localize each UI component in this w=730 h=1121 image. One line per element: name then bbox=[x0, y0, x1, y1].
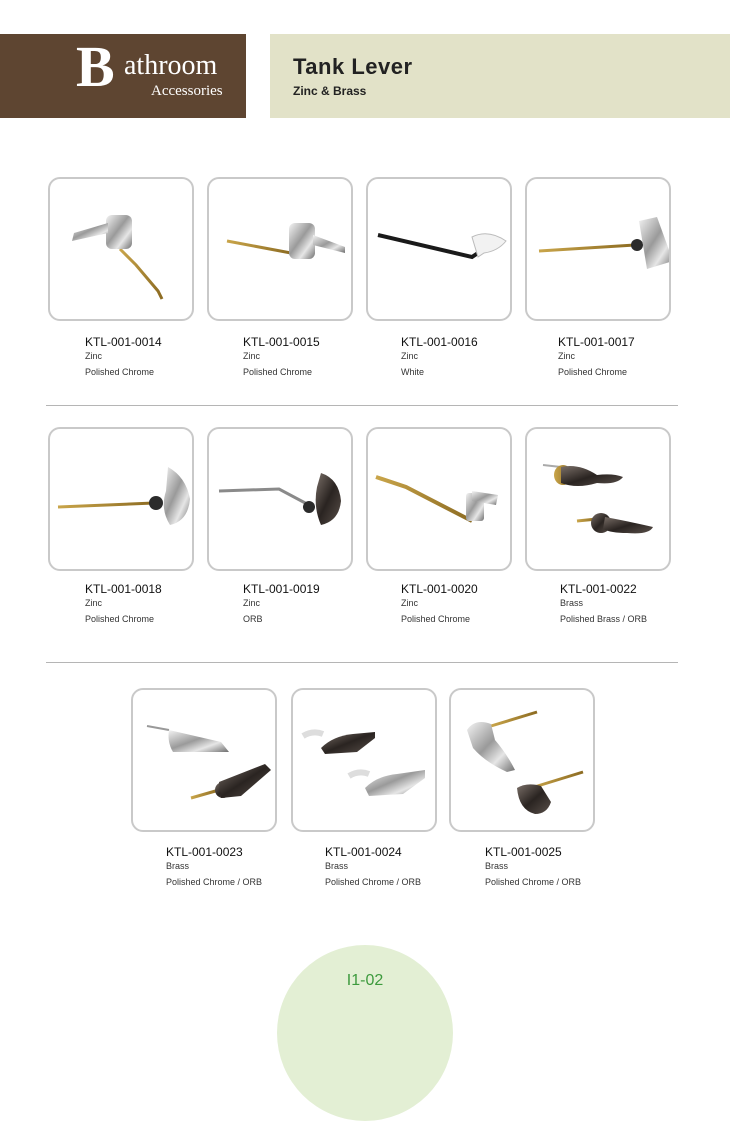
product-code: KTL-001-0023 bbox=[166, 845, 243, 859]
product-code: KTL-001-0017 bbox=[558, 335, 635, 349]
product-card-0018[interactable] bbox=[48, 427, 194, 571]
chrome-lever-icon bbox=[527, 179, 669, 319]
product-code: KTL-001-0019 bbox=[243, 582, 320, 596]
product-finish: Polished Chrome bbox=[85, 367, 155, 377]
product-material: Brass bbox=[325, 861, 349, 871]
product-finish: Polished Brass / ORB bbox=[560, 614, 648, 624]
product-card-0019[interactable] bbox=[207, 427, 353, 571]
product-code: KTL-001-0018 bbox=[85, 582, 162, 596]
caption-0023 bbox=[166, 845, 316, 888]
product-material: Zinc bbox=[85, 351, 103, 361]
caption-0014 bbox=[85, 335, 235, 378]
product-material: Zinc bbox=[243, 598, 261, 608]
product-finish: White bbox=[401, 367, 425, 377]
product-card-0016[interactable] bbox=[366, 177, 512, 321]
chrome-lever-icon bbox=[368, 429, 510, 569]
page-title: Tank Lever bbox=[293, 54, 413, 79]
caption-0024 bbox=[325, 845, 475, 888]
product-code: KTL-001-0015 bbox=[243, 335, 320, 349]
product-card-0015[interactable] bbox=[207, 177, 353, 321]
product-code: KTL-001-0024 bbox=[325, 845, 402, 859]
product-finish: Polished Chrome / ORB bbox=[166, 877, 263, 887]
product-card-0024[interactable] bbox=[291, 688, 437, 832]
product-material: Zinc bbox=[401, 598, 419, 608]
product-finish: Polished Chrome bbox=[243, 367, 313, 377]
product-code: KTL-001-0025 bbox=[485, 845, 562, 859]
product-code: KTL-001-0022 bbox=[560, 582, 637, 596]
brand-word: athroom bbox=[124, 50, 218, 81]
product-material: Zinc bbox=[558, 351, 576, 361]
chrome-orb-lever-icon bbox=[451, 690, 593, 830]
caption-0019 bbox=[243, 582, 393, 625]
product-card-0023[interactable] bbox=[131, 688, 277, 832]
product-card-0014[interactable] bbox=[48, 177, 194, 321]
product-finish: Polished Chrome bbox=[85, 614, 155, 624]
chrome-lever-icon bbox=[209, 179, 351, 319]
product-material: Zinc bbox=[243, 351, 261, 361]
product-card-0025[interactable] bbox=[449, 688, 595, 832]
brand-initial: B bbox=[76, 34, 115, 99]
row-divider bbox=[46, 405, 678, 406]
orb-lever-icon bbox=[209, 429, 351, 569]
product-material: Zinc bbox=[85, 598, 103, 608]
brand-logo bbox=[0, 34, 246, 118]
chrome-lever-icon bbox=[50, 429, 192, 569]
caption-0017 bbox=[558, 335, 708, 378]
brass-orb-lever-icon bbox=[527, 429, 669, 569]
product-code: KTL-001-0016 bbox=[401, 335, 478, 349]
product-card-0020[interactable] bbox=[366, 427, 512, 571]
brand-sub: Accessories bbox=[151, 83, 223, 99]
chrome-orb-lever-icon bbox=[133, 690, 275, 830]
chrome-lever-icon bbox=[50, 179, 192, 319]
product-card-0017[interactable] bbox=[525, 177, 671, 321]
product-code: KTL-001-0020 bbox=[401, 582, 478, 596]
caption-0015 bbox=[243, 335, 393, 378]
caption-0016 bbox=[401, 335, 551, 378]
product-finish: Polished Chrome / ORB bbox=[325, 877, 422, 887]
chrome-orb-lever-icon bbox=[293, 690, 435, 830]
product-material: Zinc bbox=[401, 351, 419, 361]
caption-0025 bbox=[485, 845, 635, 888]
product-material: Brass bbox=[485, 861, 509, 871]
caption-0022 bbox=[560, 582, 710, 625]
page-subtitle: Zinc & Brass bbox=[293, 84, 367, 98]
product-finish: Polished Chrome / ORB bbox=[485, 877, 582, 887]
title-band bbox=[270, 34, 730, 118]
product-material: Brass bbox=[166, 861, 190, 871]
caption-0018 bbox=[85, 582, 235, 625]
product-finish: Polished Chrome bbox=[558, 367, 628, 377]
product-finish: Polished Chrome bbox=[401, 614, 471, 624]
white-lever-icon bbox=[368, 179, 510, 319]
product-card-0022[interactable] bbox=[525, 427, 671, 571]
row-divider bbox=[46, 662, 678, 663]
page-number: I1-02 bbox=[346, 972, 384, 989]
caption-0020 bbox=[401, 582, 551, 625]
product-finish: ORB bbox=[243, 614, 263, 624]
product-material: Brass bbox=[560, 598, 584, 608]
product-code: KTL-001-0014 bbox=[85, 335, 162, 349]
